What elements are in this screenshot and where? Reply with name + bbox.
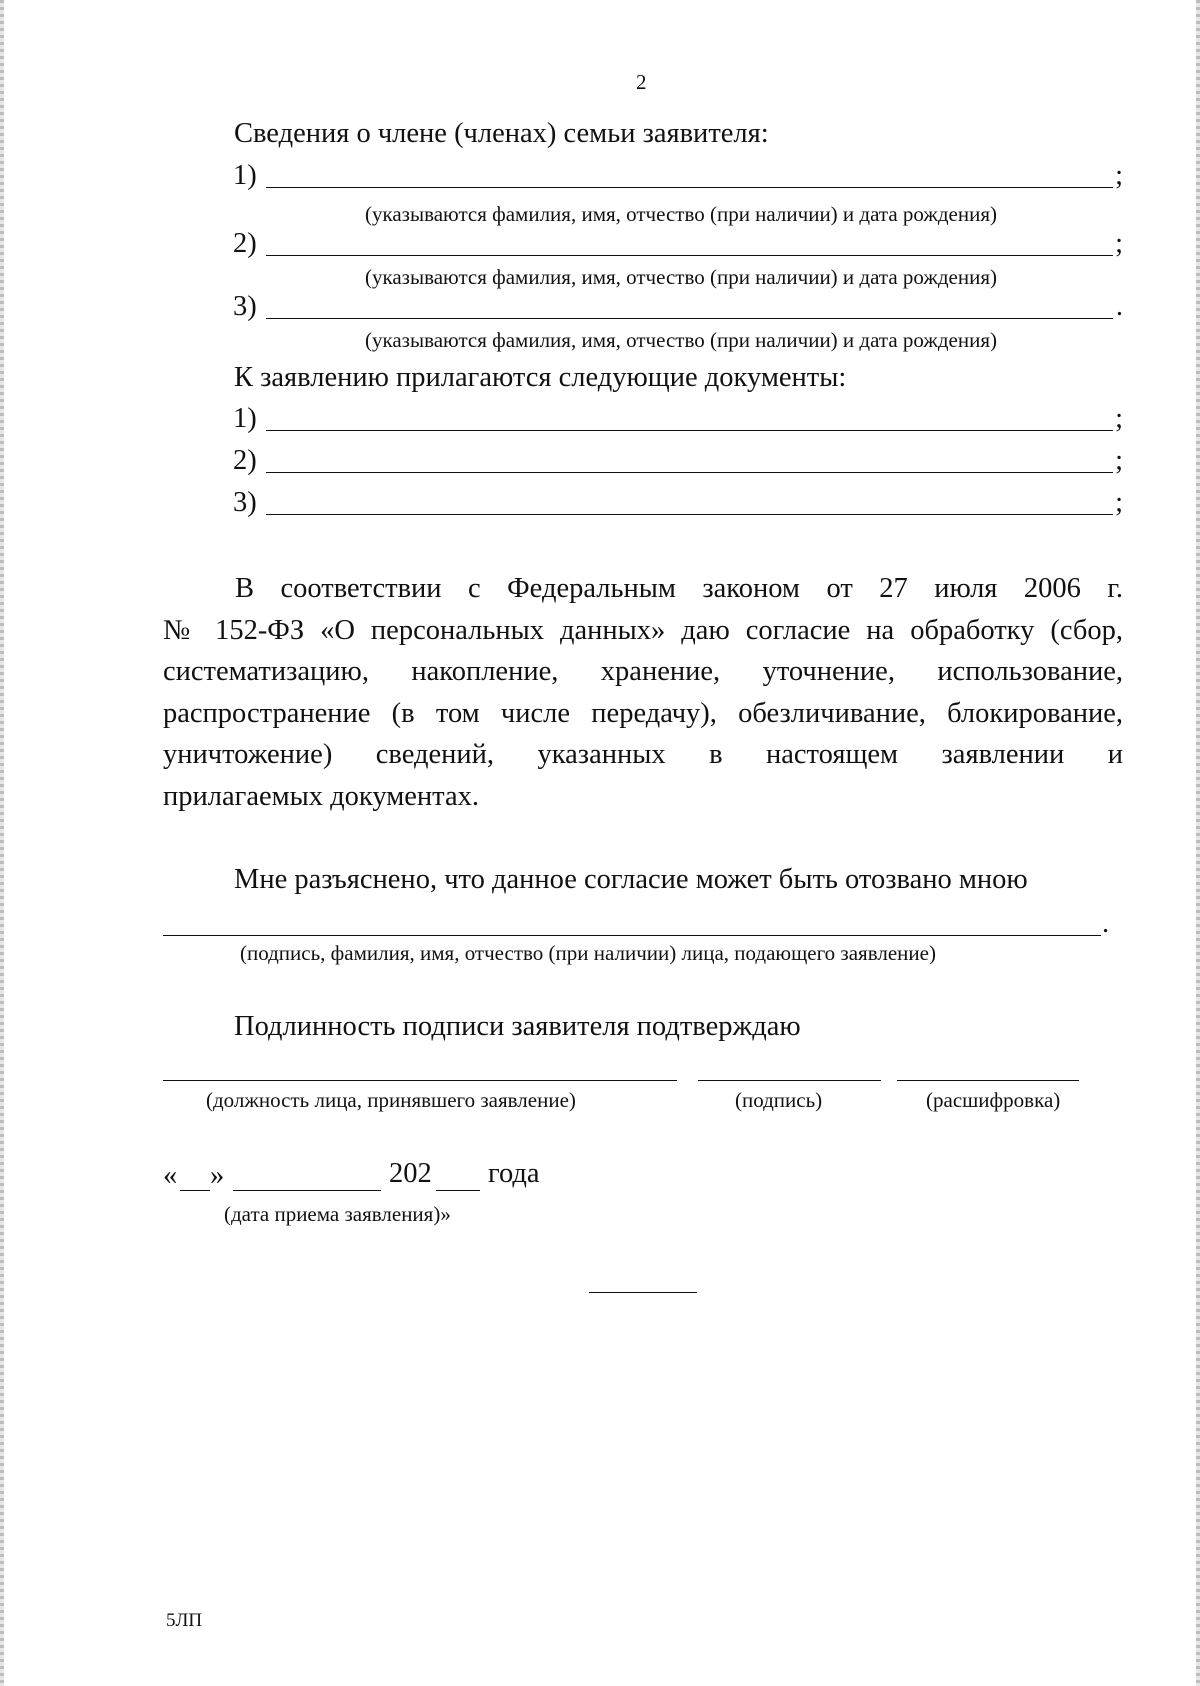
family-row-end: ;: [1115, 227, 1123, 259]
family-fill-line[interactable]: [266, 187, 1113, 188]
scan-edge-right: [1196, 0, 1200, 1686]
consent-line: распространение (в том числе передачу), обезличивание, блокирование,: [163, 697, 1123, 729]
scan-edge-left: [0, 0, 4, 1686]
year-line[interactable]: [436, 1190, 480, 1191]
consent-paragraph: [163, 568, 1123, 817]
signature-caption: (подпись): [735, 1088, 823, 1112]
consent-line: уничтожение) сведений, указанных в настоящем заявлении и: [163, 739, 1123, 770]
position-caption: (должность лица, принявшего заявление): [206, 1088, 576, 1112]
revocation-signature-line[interactable]: [163, 935, 1101, 936]
footer-code: 5ЛП: [166, 1610, 203, 1631]
family-fill-line[interactable]: [266, 255, 1113, 256]
documents-heading: К заявлению прилагаются следующие документы:: [234, 362, 847, 393]
family-heading: Сведения о члене (членах) семьи заявителя:: [234, 118, 769, 149]
position-line[interactable]: [163, 1080, 677, 1081]
day-line[interactable]: [180, 1190, 210, 1191]
family-fill-line[interactable]: [266, 318, 1113, 319]
verification-text: Подлинность подписи заявителя подтверждаю: [234, 1011, 801, 1042]
document-row-1: [233, 403, 1123, 433]
year-word: года: [488, 1158, 540, 1189]
revocation-end: .: [1102, 908, 1110, 939]
year-prefix: 202: [389, 1158, 432, 1189]
family-row-number: 2): [233, 227, 257, 259]
document-fill-line[interactable]: [266, 514, 1113, 515]
document-row-end: ;: [1115, 444, 1123, 476]
consent-line: прилагаемых документах.: [163, 780, 480, 812]
family-row-number: 3): [233, 290, 257, 322]
consent-line: № 152-ФЗ «О персональных данных» даю согласие на обработку (сбор,: [163, 614, 1123, 646]
revocation-caption: (подпись, фамилия, имя, отчество (при наличии) лица, подающего заявление): [240, 941, 936, 965]
month-line[interactable]: [233, 1190, 381, 1191]
page-number: 2: [636, 70, 647, 94]
family-caption: (указываются фамилия, имя, отчество (при наличии) и дата рождения): [364, 328, 998, 352]
family-row-end: .: [1115, 290, 1123, 322]
family-caption: (указываются фамилия, имя, отчество (при наличии) и дата рождения): [364, 202, 998, 226]
document-fill-line[interactable]: [266, 472, 1113, 473]
family-caption: (указываются фамилия, имя, отчество (при наличии) и дата рождения): [364, 265, 998, 289]
signature-line[interactable]: [698, 1080, 881, 1081]
document-row-end: ;: [1115, 402, 1123, 434]
family-row-2: [233, 228, 1123, 258]
family-row-3: [233, 291, 1123, 321]
revocation-text: Мне разъяснено, что данное согласие может быть отозвано мною: [234, 864, 1028, 895]
document-row-number: 1): [233, 402, 257, 434]
consent-line: систематизацию, накопление, хранение, уточнение, использование,: [163, 656, 1123, 687]
document-row-3: [233, 487, 1123, 517]
consent-line: В соответствии с Федеральным законом от 27 июля 2006 г.: [235, 573, 1123, 604]
end-rule: [589, 1292, 697, 1293]
family-row-1: [233, 160, 1123, 190]
family-row-number: 1): [233, 159, 257, 191]
family-row-end: ;: [1115, 159, 1123, 191]
document-row-end: ;: [1115, 486, 1123, 518]
date-open-quote: «: [163, 1160, 178, 1191]
document-row-number: 3): [233, 486, 257, 518]
decoding-caption: (расшифровка): [926, 1088, 1061, 1112]
document-row-number: 2): [233, 444, 257, 476]
document-fill-line[interactable]: [266, 430, 1113, 431]
date-close-quote: »: [210, 1160, 225, 1191]
decoding-line[interactable]: [897, 1080, 1079, 1081]
date-caption: (дата приема заявления)»: [224, 1202, 451, 1226]
document-row-2: [233, 445, 1123, 475]
